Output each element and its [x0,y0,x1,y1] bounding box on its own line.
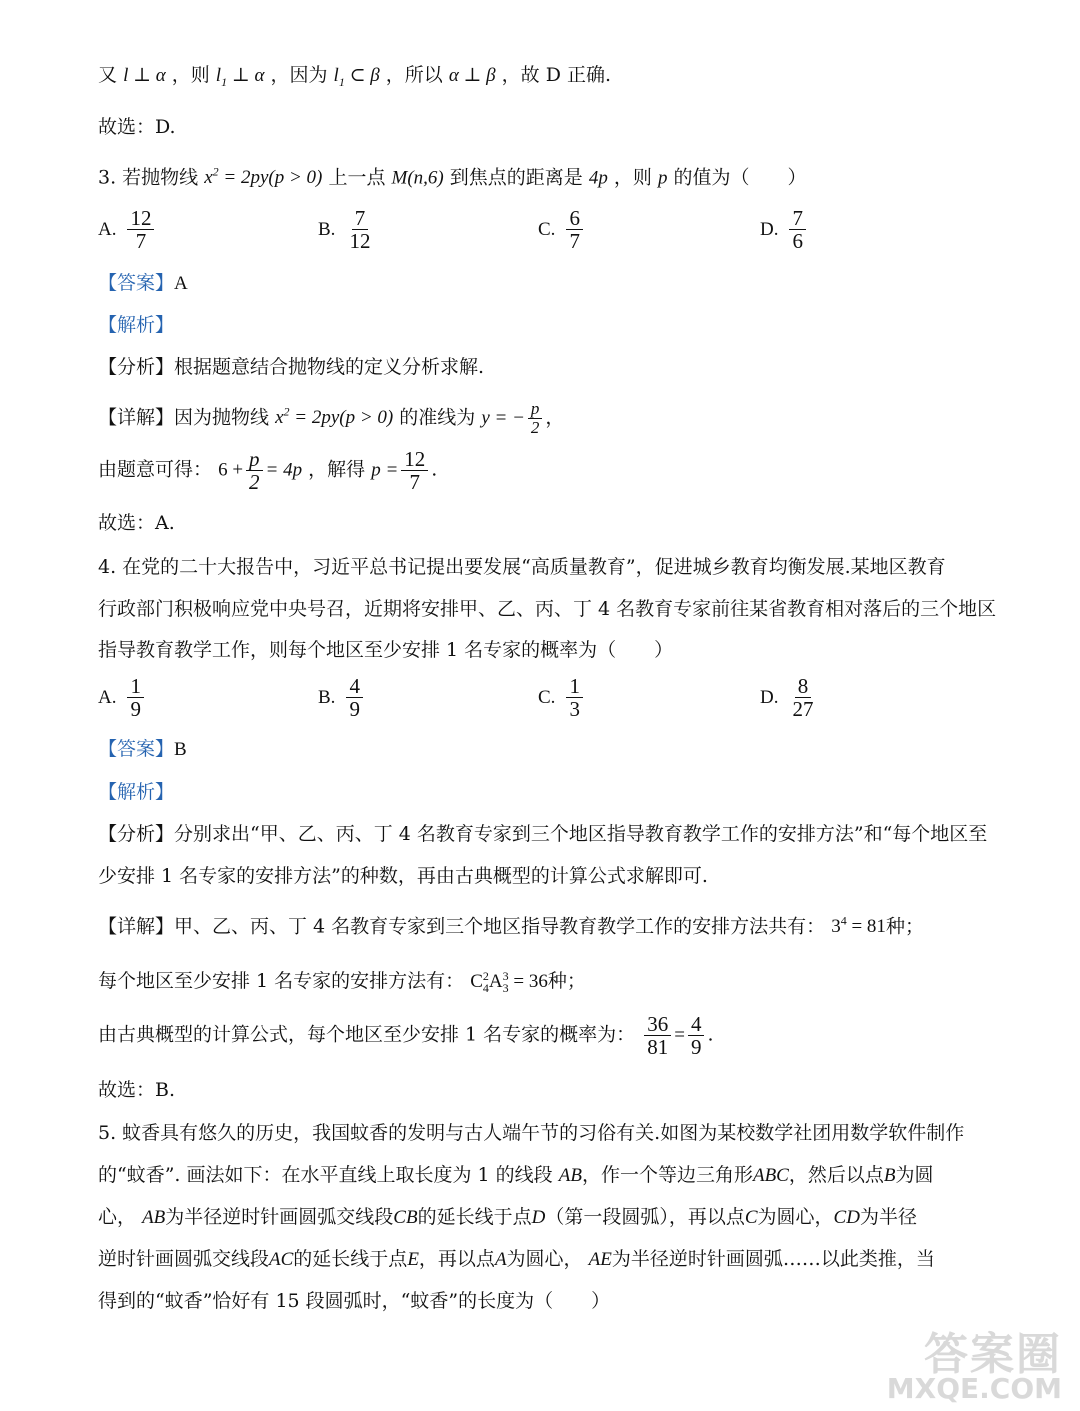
text: ，所以 [385,64,443,86]
fraction [528,400,543,437]
math: E [407,1249,419,1270]
denominator: 7 [409,470,421,495]
math: $l_1$ ⊂ β [333,65,380,89]
subscript: 3 [502,981,509,996]
option-label: B. [318,218,336,240]
numerator: 6 [566,207,583,230]
math: A [494,1249,507,1270]
denominator: 81 [647,1035,669,1060]
text: 的准线为 [399,406,476,429]
math: $x^2 = 2py(p > 0)$ [275,405,394,429]
option [538,207,586,252]
fraction [789,675,816,720]
text: . [431,458,438,481]
numerator: 7 [789,207,806,230]
math: M(n,6) [391,167,444,189]
option [760,207,809,252]
superscript: 2 [482,969,489,984]
denominator: 7 [569,229,580,254]
math: C [744,1207,758,1228]
fraction [401,448,428,493]
denominator: 9 [349,697,360,722]
text-line: 少安排 1 名专家的安排方法”的种数，再由古典概型的计算公式求解即可. [98,865,708,887]
text-line: 故选：D. [98,116,176,138]
answer-value: B [174,739,187,760]
denominator: 2 [249,470,260,495]
math: ⊂ β [349,65,380,86]
math: 6 + [218,459,244,481]
math: l ⊥ α [123,65,166,86]
denominator: 27 [792,697,814,722]
option-label: C. [538,218,556,240]
numerator: 12 [401,448,428,471]
math: $l_1$ ⊥ α [215,65,265,89]
numerator: 36 [644,1013,671,1036]
superscript: 3 [502,969,509,984]
numerator: 4 [346,675,363,698]
math: AE [588,1249,612,1270]
math: CD [833,1207,860,1228]
text-line: 【分析】根据题意结合抛物线的定义分析求解. [98,356,485,378]
numerator: p [246,448,263,471]
subscript: 1 [221,74,228,89]
fraction [789,207,806,252]
text: 种； [547,970,586,992]
text: 由古典概型的计算公式，每个地区至少安排 1 名专家的概率为： [98,1023,636,1046]
denominator: 7 [135,229,147,254]
option [98,207,157,252]
text: 上一点 [328,166,386,189]
text: . [707,1023,714,1046]
fraction [566,207,583,252]
denominator: 9 [130,697,141,722]
text: ，故 D 正确. [501,64,612,86]
question-4-line: 4. 在党的二十大报告中，习近平总书记提出要发展“高质量教育”，促进城乡教育均衡发展.某地区教育 [98,556,946,578]
option [98,675,147,720]
fraction [346,207,373,252]
fraction [644,1013,671,1058]
math: $3^4 = 81$ [831,914,886,938]
option-label: C. [538,686,556,708]
option-label: A. [98,218,117,240]
numerator: p [528,400,543,419]
superscript: 2 [283,405,290,420]
math: CB [393,1207,418,1228]
fraction [566,675,583,720]
superscript: 4 [840,914,847,928]
watermark-url: MXQE.COM [886,1372,1062,1405]
math: p = [371,459,399,481]
option [318,207,376,252]
math: C 2 4 A 3 3 = 36 [470,969,548,996]
numerator: 4 [688,1013,705,1036]
text: 3. 若抛物线 [98,166,199,189]
math: ⊥ α [231,65,265,86]
option-label: B. [318,686,336,708]
denominator: 2 [530,417,540,437]
text: 到焦点的距离是 [449,166,583,189]
text: 的值为（ ） [673,166,807,189]
text-line [98,970,586,994]
text: ， [545,406,565,429]
text-line [98,64,611,89]
analysis-tag: 【解析】 [98,781,175,803]
fraction [127,675,144,720]
math: ABC [752,1165,789,1186]
math: y = − [481,407,525,429]
subscript: 4 [482,981,489,996]
text-line: 【分析】分别求出“甲、乙、丙、丁 4 名教育专家到三个地区指导教育教学工作的安排方法”和“每个地区至 [98,823,988,845]
question-5-line: 5. 蚊香具有悠久的历史，我国蚊香的发明与古人端午节的习俗有关.如图为某校数学社团用数学软件制作 [98,1122,965,1144]
math: = [674,1024,685,1046]
text: ，则 [613,166,652,189]
math: AB [142,1207,166,1228]
math: 4p [588,167,608,189]
numerator: 1 [566,675,583,698]
text: 又 [98,64,118,86]
question-5-line: 逆时针画圆弧交线段AC的延长线于点E，再以点A为圆心， AE为半径逆时针画圆弧……以此类推，当 [98,1248,935,1270]
fraction [346,675,363,720]
option [318,675,366,720]
option [538,675,586,720]
text: 种； [885,915,924,938]
denominator: 9 [690,1035,702,1060]
text: ，则 [171,64,210,86]
answer-value: A [174,273,188,294]
question-5-line: 心， AB为半径逆时针画圆弧交线段CB的延长线于点D（第一段圆弧），再以点C为圆心，CD为半径 [98,1206,917,1228]
text: ，解得 [308,458,366,481]
numerator: 1 [127,675,144,698]
answer-line [98,738,187,762]
analysis-tag: 【解析】 [98,314,175,336]
option [760,675,819,720]
option-label: A. [98,686,117,708]
fraction [127,207,154,252]
denominator: 12 [349,229,371,254]
superscript: 2 [212,165,219,179]
text-line: 故选：B. [98,1079,176,1101]
math: B [883,1165,896,1186]
question-5-line: 得到的“蚊香”恰好有 15 段圆弧时，“蚊香”的长度为（ ） [98,1290,611,1312]
math: AB [558,1165,582,1186]
text: 【详解】甲、乙、丙、丁 4 名教育专家到三个地区指导教育教学工作的安排方法共有： [98,915,826,938]
watermark-logo: 答案圈 [924,1329,1062,1380]
question-3 [98,165,807,190]
math: AC [269,1249,294,1270]
text-line [98,448,437,493]
math: = 4p [265,459,303,481]
math: α ⊥ β [448,65,496,86]
text-line [98,400,564,437]
math: D [531,1207,546,1228]
math: p [657,167,668,189]
option-label: D. [760,218,779,240]
numerator: 12 [127,207,154,230]
text-line [98,1013,713,1058]
answer-tag: 【答案】 [98,738,175,760]
option-label: D. [760,686,779,708]
text: 【详解】因为抛物线 [98,406,270,429]
numerator: 7 [352,207,369,230]
fraction [688,1013,705,1058]
question-5-line: 的“蚊香”. 画法如下：在水平直线上取长度为 1 的线段 AB，作一个等边三角形ABC，然后以点B为圆 [98,1164,934,1186]
subscript: 1 [338,74,345,89]
math: $x^2 = 2py(p > 0)$ [204,165,323,189]
denominator: 6 [792,229,803,254]
answer-line [98,272,188,296]
question-4-line: 行政部门积极响应党中央号召，近期将安排甲、乙、丙、丁 4 名教育专家前往某省教育相对落后的三个地区 [98,598,997,620]
text: 由题意可得： [98,458,213,481]
text-line [98,914,924,939]
question-4-line: 指导教育教学工作，则每个地区至少安排 1 名专家的概率为（ ） [98,639,674,661]
answer-tag: 【答案】 [98,272,175,294]
text: ，因为 [270,64,328,86]
denominator: 3 [569,697,580,722]
numerator: 8 [795,675,812,698]
text-line: 故选：A. [98,512,175,534]
text: 每个地区至少安排 1 名专家的安排方法有： [98,970,465,992]
fraction [246,448,263,493]
